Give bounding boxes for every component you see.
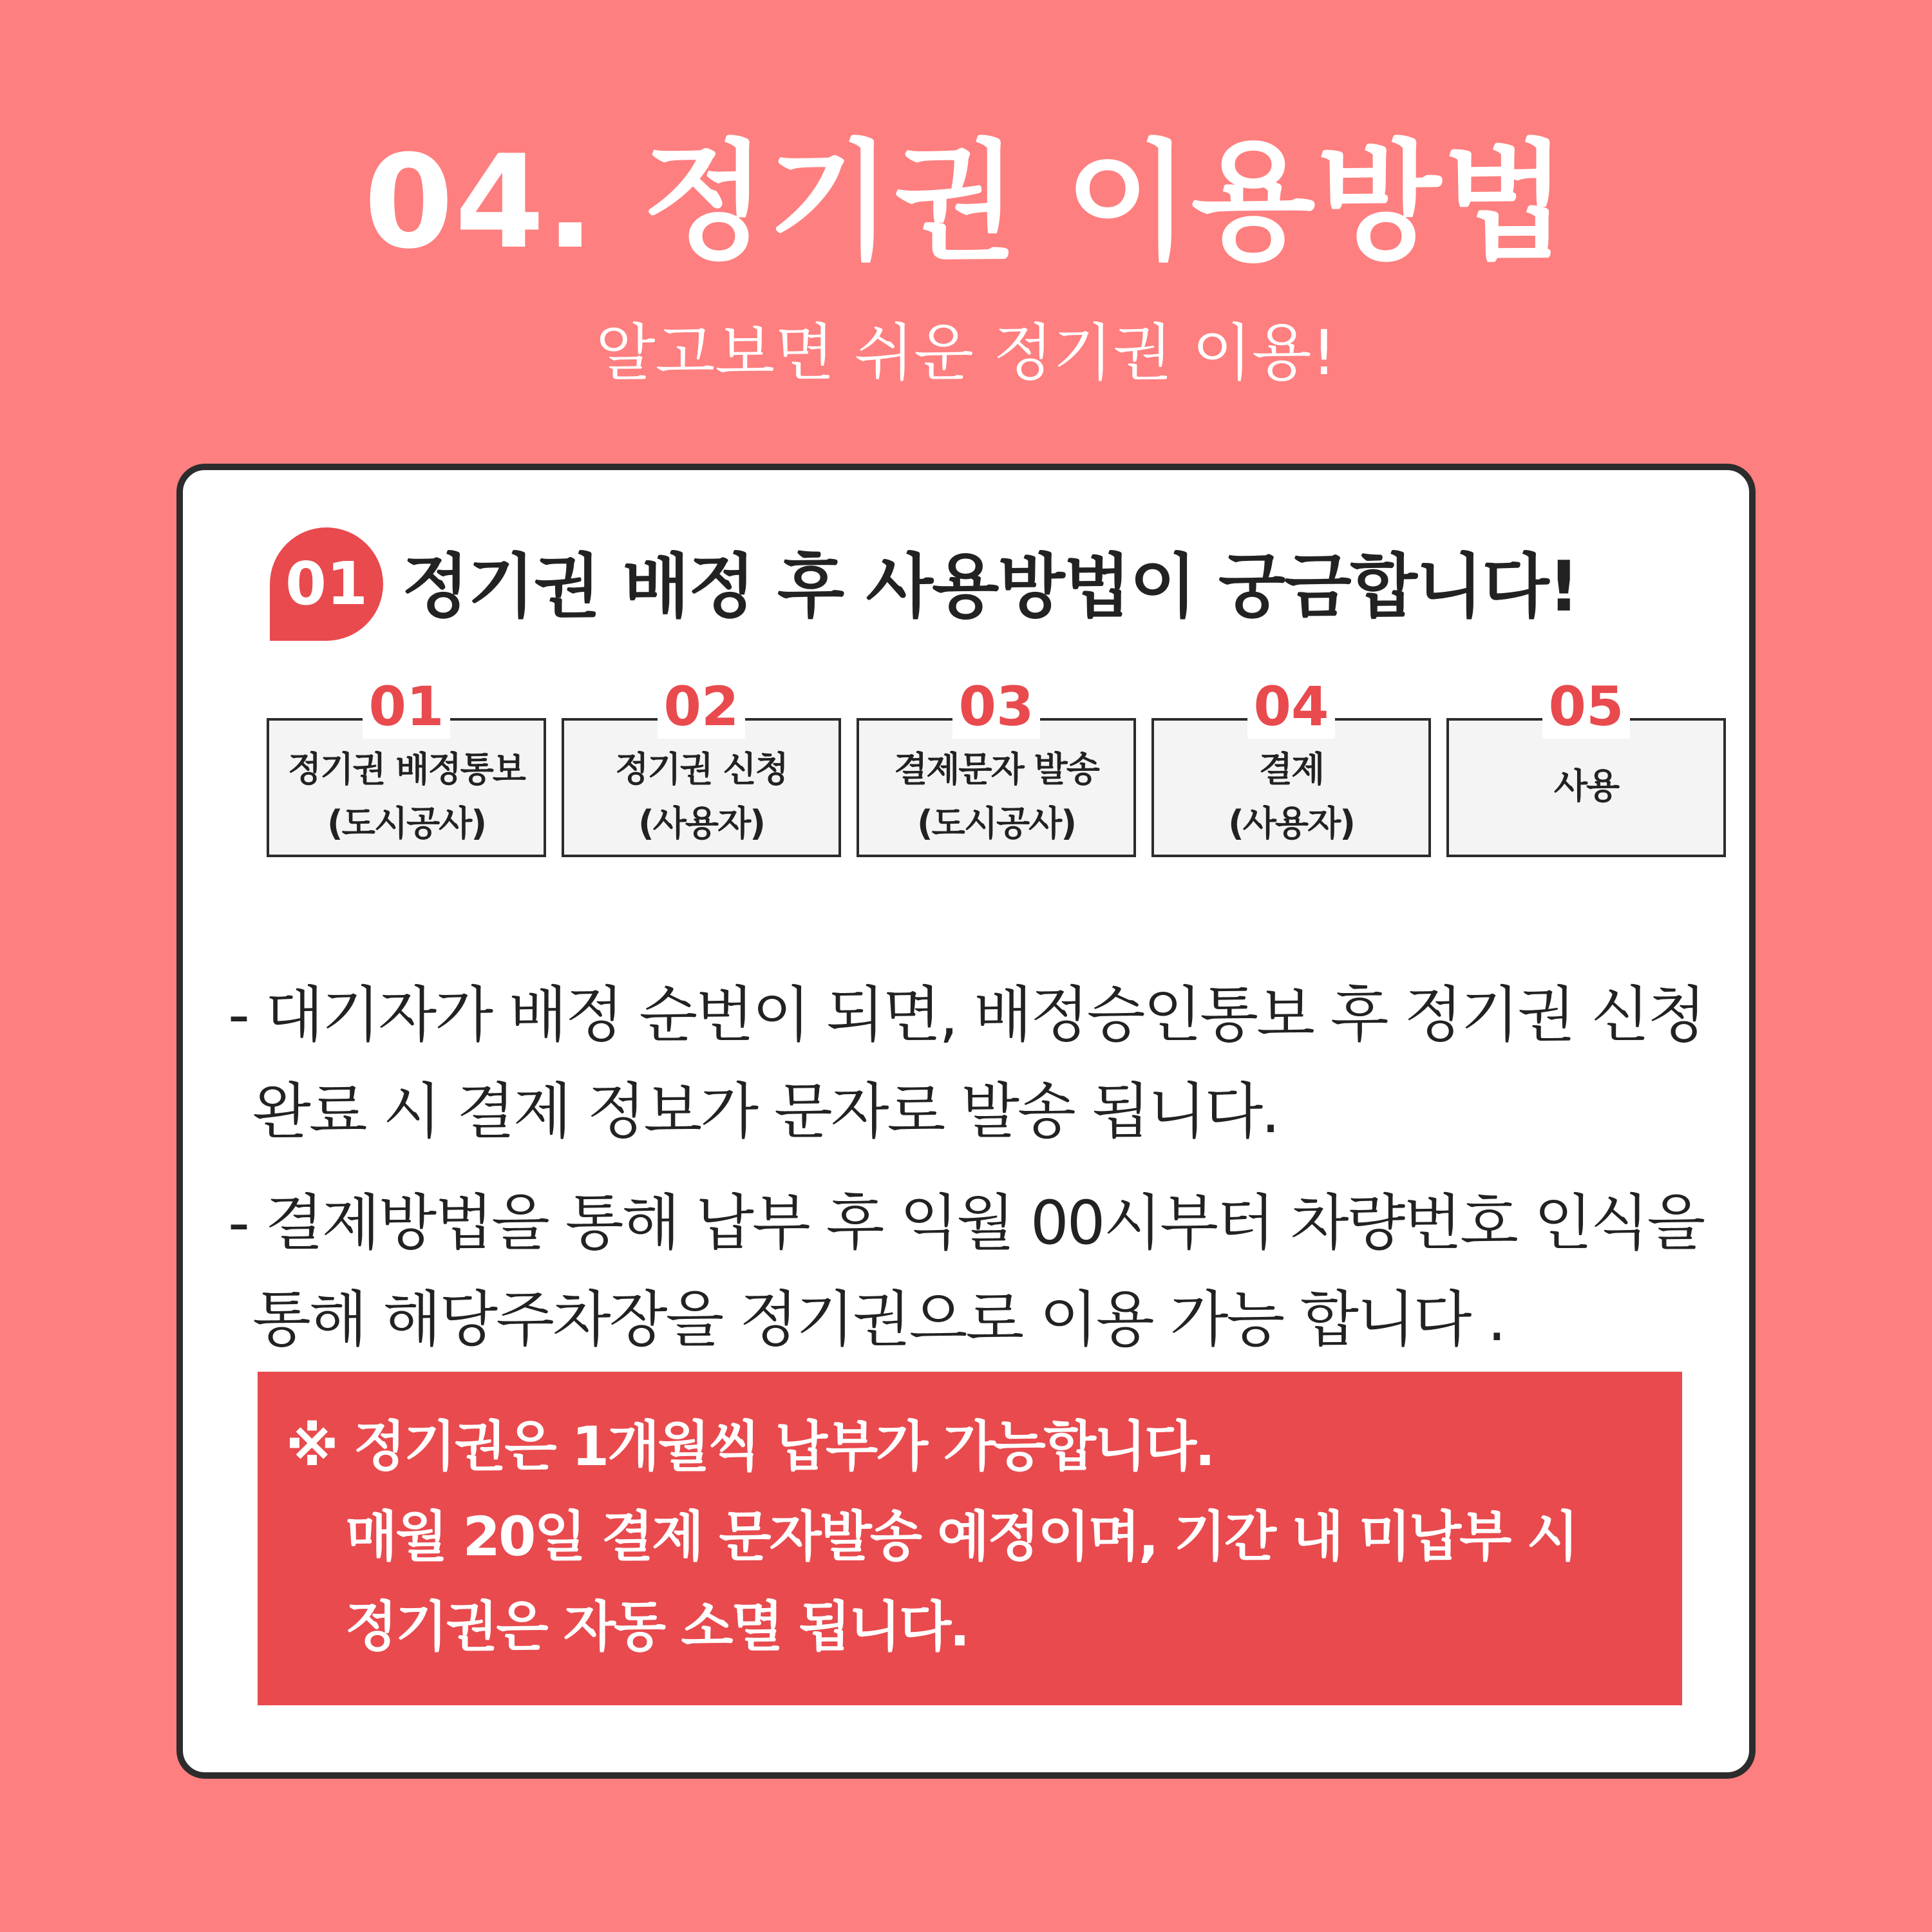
description-line: - 결제방법을 통해 납부 후 익월 00시부터 차량번호 인식을 xyxy=(228,1188,1704,1258)
step-label xyxy=(564,743,838,851)
notice-line: ※ 정기권은 1개월씩 납부가 가능합니다. xyxy=(286,1415,1214,1478)
description-paragraph-1 xyxy=(228,967,1709,1160)
step-box-2 xyxy=(562,675,841,857)
description-line: 완료 시 결제 정보가 문자로 발송 됩니다. xyxy=(252,1077,1279,1147)
step-label-line1: 결제문자 발송 xyxy=(894,749,1099,790)
notice-box xyxy=(258,1372,1682,1705)
step-label-line2: (사용자) xyxy=(1228,803,1354,844)
notice-line: 정기권은 자동 소멸 됩니다. xyxy=(345,1595,969,1658)
notice-line: 매월 20일 결제 문자발송 예정이며, 기간 내 미납부 시 xyxy=(345,1505,1577,1568)
step-label-line1: 사용 xyxy=(1553,766,1619,806)
step-label xyxy=(1449,759,1723,813)
step-label-line2: (사용자) xyxy=(638,803,764,844)
step-number: 03 xyxy=(952,674,1040,739)
step-box-4 xyxy=(1151,675,1431,857)
description-paragraph-2 xyxy=(228,1175,1709,1368)
page-subtitle: 알고보면 쉬운 정기권 이용! xyxy=(595,317,1337,389)
step-number: 02 xyxy=(658,674,745,739)
description-line: 통해 해당주차장을 정기권으로 이용 가능 합니다 . xyxy=(252,1285,1505,1355)
step-number: 01 xyxy=(363,674,450,739)
step-box-3 xyxy=(857,675,1136,857)
step-label xyxy=(269,743,544,851)
step-number: 05 xyxy=(1542,674,1630,739)
question-number-badge: 01 xyxy=(270,527,383,641)
step-box-5 xyxy=(1446,675,1726,857)
info-card xyxy=(176,464,1756,1779)
question-heading: 정기권 배정 후 사용방법이 궁금합니다! xyxy=(402,547,1578,627)
step-label-line1: 정기권 배정통보 xyxy=(288,749,525,790)
page-title: 04. 정기권 이용방법 xyxy=(364,128,1568,278)
description-line: - 대기자가 배정 순번이 되면, 배정승인통보 후 정기권 신청 xyxy=(228,980,1705,1050)
step-box-1 xyxy=(267,675,546,857)
step-label-line2: (도시공사) xyxy=(327,803,486,844)
step-label-line2: (도시공사) xyxy=(916,803,1075,844)
step-label-line1: 정기권 신청 xyxy=(615,749,788,790)
step-label xyxy=(1154,743,1428,851)
step-label-line1: 결제 xyxy=(1258,749,1324,790)
step-label xyxy=(859,743,1133,851)
step-number: 04 xyxy=(1247,674,1335,739)
